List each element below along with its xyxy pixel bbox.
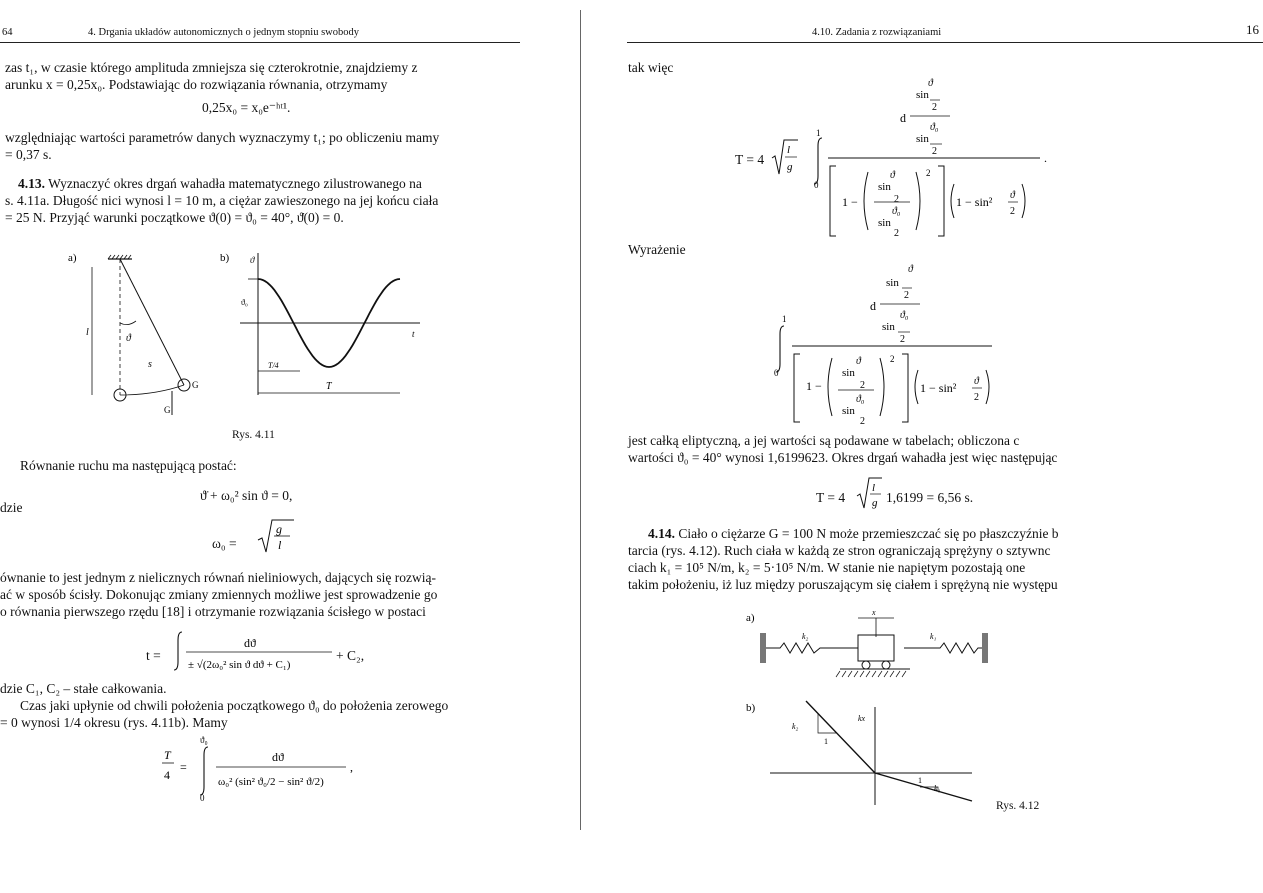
- problem-414-line-3: ciach k₁ = 10⁵ N/m, k₂ = 5·10⁵ N/m. W stanie nie napiętym pozostają one: [628, 560, 1026, 575]
- eq-E-num-theta: ϑ: [908, 264, 913, 275]
- fig412-left-wall: [760, 633, 766, 663]
- eq-T4-upper: ϑ₀: [200, 735, 208, 745]
- eq-T-den-sin2: sin: [878, 217, 891, 229]
- omega-num: g: [276, 522, 282, 536]
- fig411-caption: Rys. 4.11: [232, 429, 275, 441]
- left-running-head: 4. Drgania układów autonomicznych o jednym stopniu swobody: [88, 27, 360, 38]
- eq-T4-lower: 0: [200, 793, 205, 803]
- problem-414-line-4: takim położeniu, iż luz między poruszającym się ciałem i sprężyną nie występu: [628, 577, 1058, 592]
- constants-line: dzie C₁, C₂ – stałe całkowania.: [0, 681, 167, 696]
- figure-4-11: [60, 245, 420, 415]
- eq-T4-tail: ,: [350, 760, 353, 774]
- eq-E-int-lower: 0: [774, 368, 779, 378]
- left-equation-decay: 0,25x₀ = x₀e⁻ʰᵗ¹.: [202, 100, 291, 115]
- fig412-floor-hatch: [836, 671, 906, 677]
- eq-elliptic-integral: [770, 262, 1030, 432]
- eq-T-den-one-minus: 1 −: [842, 195, 858, 209]
- problem-413-number: 4.13.: [18, 176, 45, 191]
- eq-E-den-two-b: 2: [974, 392, 979, 403]
- eq-T-final-lhs: T = 4: [816, 490, 846, 505]
- eq-E-num-two1: 2: [904, 290, 909, 301]
- problem-414-line-1: Ciało o ciężarze G = 100 N może przemieszczać się po płaszczyźnie b: [678, 526, 1059, 541]
- fig411-string: [120, 259, 184, 385]
- fig412-wheel-1: [862, 661, 870, 669]
- fig411-T: T: [326, 381, 332, 392]
- eq-T-num-d: d: [900, 111, 906, 125]
- problem-414-line-2: tarcia (rys. 4.12). Ruch ciała w każdą ze stron ograniczają sprężyny o sztywnc: [628, 543, 1051, 558]
- fig411-arc: [120, 385, 184, 395]
- wyrazenie: Wyrażenie: [628, 242, 686, 257]
- eq-t-den: ± √(2ω₀² sin ϑ dϑ + C₁): [188, 659, 291, 671]
- fig411-label-a: a): [68, 252, 77, 264]
- omega-den: l: [278, 538, 282, 552]
- eq-T-num-two1: 2: [932, 102, 937, 113]
- fig411-T4: T/4: [268, 361, 279, 370]
- right-page-number: 16: [1246, 22, 1259, 37]
- eq-T4-num: dϑ: [272, 750, 284, 764]
- eq-T-num-theta: ϑ: [928, 78, 933, 89]
- fig412-label-a: a): [746, 612, 755, 624]
- eq-motion: ϑ̈ + ω₀² sin ϑ = 0,: [200, 488, 293, 503]
- eq-E-den-two2: 2: [860, 416, 865, 427]
- fig412-x: x: [872, 608, 876, 617]
- eq-T-int-upper: 1: [816, 128, 821, 138]
- eq-E-num-d: d: [870, 299, 876, 313]
- eq-E-den-theta0: ϑ₀: [856, 394, 865, 405]
- gdzie-1: dzie: [0, 500, 23, 515]
- eq-E-den-one-minus: 1 −: [806, 379, 822, 393]
- eq-E-den-sq: 2: [890, 354, 895, 364]
- fig411-theta0: ϑ₀: [241, 298, 248, 307]
- fig411-theta: ϑ: [126, 333, 131, 344]
- eq-t-integral: [170, 628, 350, 674]
- eq-E-den-sin1: sin: [842, 367, 855, 379]
- fig412-k2b: k₂: [792, 722, 799, 731]
- eq-T4: [160, 733, 380, 803]
- fig412-one-b: 1: [918, 776, 922, 785]
- eq-T-den-theta: ϑ: [890, 170, 895, 181]
- eq-T-final-sqrt: [856, 474, 884, 514]
- eq-T-lhs: T = 4: [735, 152, 765, 167]
- eq-t-num: dϑ: [244, 636, 256, 650]
- equation-intro: Równanie ruchu ma następującą postać:: [20, 458, 237, 473]
- problem-414-text: [648, 526, 1059, 542]
- fig411-G2: G: [164, 405, 171, 415]
- eq-T-den-theta-b: ϑ: [1010, 190, 1015, 201]
- eq-T-num-theta0: ϑ₀: [930, 122, 939, 133]
- left-line-3: względniając wartości parametrów danych wyznaczymy t₁; po obliczeniu mamy: [5, 130, 440, 145]
- eq-T-den-sq: 2: [926, 168, 931, 178]
- eq-T4-lhs-den: 4: [164, 768, 170, 782]
- eq-T-sqrt-num: l: [787, 144, 791, 156]
- fig412-caption: Rys. 4.12: [996, 800, 1040, 812]
- problem-414-number: 4.14.: [648, 526, 675, 541]
- right-line-after-1: jest całką eliptyczną, a jej wartości są podawane w tabelach; obliczona c: [628, 433, 1020, 448]
- fig412-mass: [858, 635, 894, 661]
- eq-T-num-two2: 2: [932, 146, 937, 157]
- eq-T-final-den: g: [872, 497, 878, 509]
- eq-T-den-two2: 2: [894, 228, 899, 239]
- para2-line-3: o równania pierwszego rzędu [18] i otrzymanie rozwiązania ścisłego w postaci: [0, 604, 426, 619]
- left-page-number: 64: [2, 27, 13, 38]
- svg-text:=: =: [180, 760, 187, 774]
- fig412-k2: k₂: [802, 632, 809, 641]
- eq-E-den-sin2: sin: [842, 405, 855, 417]
- fig411-l: l: [86, 327, 89, 338]
- eq-T-main: [770, 76, 1070, 248]
- left-line-4: = 0,37 s.: [5, 147, 52, 162]
- eq-omega-sqrt: [256, 516, 296, 556]
- fig412-right-wall: [982, 633, 988, 663]
- eq-E-den-theta-b: ϑ: [974, 376, 979, 387]
- eq-E-int-upper: 1: [782, 314, 787, 324]
- eq-T-den-two-b: 2: [1010, 206, 1015, 217]
- tak-wiec: tak więc: [628, 60, 674, 75]
- fig412-k1b: k₁: [934, 784, 941, 793]
- fig412-line-k2: [806, 701, 875, 773]
- problem-413-line-1: Wyznaczyć okres drgań wahadła matematycznego zilustrowanego na: [48, 176, 422, 191]
- fig411-t-label: t: [412, 329, 415, 339]
- fig412-spring-k1: [904, 643, 982, 653]
- fig411-angle-arc: [120, 321, 136, 325]
- eq-E-num-sin2: sin: [882, 321, 895, 333]
- right-line-after-2: wartości ϑ₀ = 40° wynosi 1,6199623. Okres drgań wahadła jest więc następując: [628, 450, 1058, 465]
- fig411-hatching: [108, 255, 131, 259]
- eq-T-num-sin2: sin: [916, 133, 929, 145]
- page-gutter: [580, 10, 581, 830]
- fig412-k1: k₁: [930, 632, 937, 641]
- fig412-one-a: 1: [824, 737, 828, 746]
- right-running-head: 4.10. Zadania z rozwiązaniami: [812, 27, 942, 38]
- para2-line-2: ać w sposób ścisły. Dokonując zmiany zmiennych możliwe jest sprowadzenie go: [0, 587, 438, 602]
- problem-413-line-3: = 25 N. Przyjąć warunki początkowe ϑ(0) = ϑ₀ = 40°, ϑ̇(0) = 0.: [5, 210, 344, 225]
- para3-line-2: = 0 wynosi 1/4 okresu (rys. 4.11b). Mamy: [0, 715, 228, 730]
- left-line-2: arunku x = 0,25x₀. Podstawiając do rozwiązania równania, otrzymamy: [5, 77, 388, 92]
- fig412-spring-k2: [766, 643, 858, 653]
- eq-T4-lhs-num: T: [164, 748, 171, 762]
- eq-T-end: .: [1044, 151, 1047, 165]
- para3-line-1: Czas jaki upłynie od chwili położenia początkowego ϑ₀ do położenia zerowego: [20, 698, 449, 713]
- eq-T-den-two1: 2: [894, 194, 899, 205]
- problem-413-line-2: s. 4.11a. Długość nici wynosi l = 10 m, a ciężar zawieszonego na jej końcu ciała: [5, 193, 439, 208]
- fig411-s: s: [148, 359, 152, 370]
- eq-T-den-sin1: sin: [878, 181, 891, 193]
- eq-T-final-num: l: [872, 482, 876, 494]
- eq-E-num-two2: 2: [900, 334, 905, 345]
- fig412-label-b: b): [746, 702, 756, 714]
- eq-E-num-theta0: ϑ₀: [900, 310, 909, 321]
- eq-E-num-sin1: sin: [886, 277, 899, 289]
- eq-T-num-sin1: sin: [916, 89, 929, 101]
- para2-line-1: ównanie to jest jednym z nielicznych równań nieliniowych, dających się rozwią-: [0, 570, 436, 585]
- figure-4-12: [740, 605, 1260, 815]
- eq-T4-den: ω₀² (sin² ϑ₀/2 − sin² ϑ/2): [218, 776, 324, 788]
- eq-T-int-lower: 0: [814, 180, 819, 190]
- eq-t-tail: + C₂,: [336, 648, 365, 663]
- problem-413-text: [18, 176, 422, 192]
- fig411-G: G: [192, 380, 199, 390]
- fig411-axis-theta: ϑ: [250, 255, 255, 265]
- eq-E-den-theta: ϑ: [856, 356, 861, 367]
- right-header-rule: [627, 42, 1263, 43]
- left-header-rule: [0, 42, 520, 43]
- fig412-kx: kx: [858, 714, 866, 723]
- eq-T-den-one-minus-sin2: 1 − sin²: [956, 195, 993, 209]
- left-line-1: zas t₁, w czasie którego amplituda zmniejsza się czterokrotnie, znajdziemy z: [5, 60, 418, 75]
- eq-E-den-one-minus-sin2: 1 − sin²: [920, 381, 957, 395]
- eq-E-den-two1: 2: [860, 380, 865, 391]
- fig411-label-b: b): [220, 252, 230, 264]
- eq-T-sqrt-den: g: [787, 161, 793, 173]
- fig412-wheel-2: [882, 661, 890, 669]
- eq-omega: ω₀ =: [212, 536, 237, 551]
- eq-t-lhs: t =: [146, 648, 161, 663]
- eq-T-final-tail: 1,6199 = 6,56 s.: [886, 490, 974, 505]
- eq-T-den-theta0: ϑ₀: [892, 206, 901, 217]
